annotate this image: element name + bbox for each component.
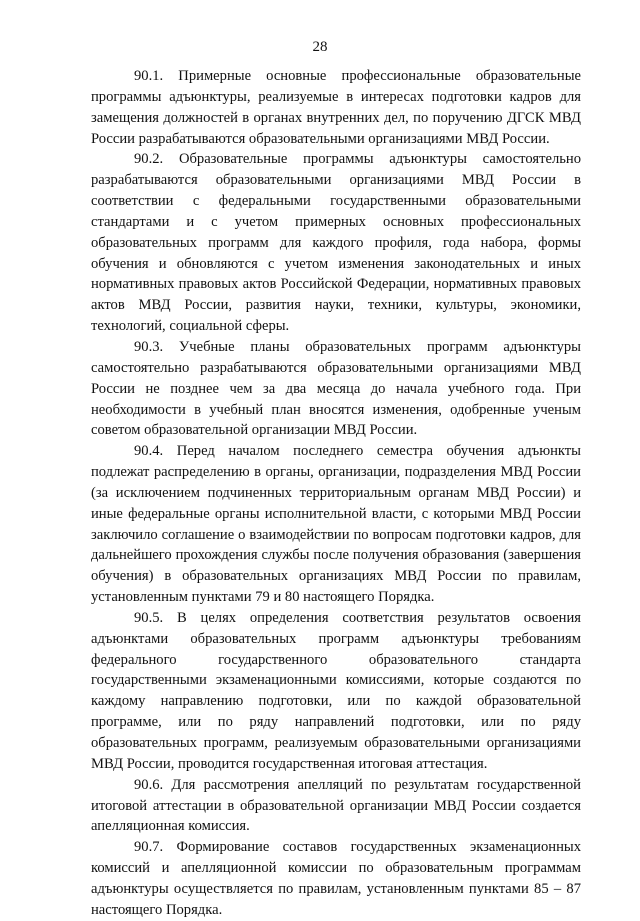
paragraph-90-1: 90.1. Примерные основные профессиональные образовательные программы адъюнктуры, реализуемые в интересах подготовки кадров для замещения должностей в органах внутренних дел, по поручению ДГСК МВД России разрабатываются образовательными организациями МВД России.	[91, 68, 581, 147]
paragraph-90-4: 90.4. Перед началом последнего семестра обучения адъюнкты подлежат распределению в органы, организации, подразделения МВД России (за исключением подчиненных территориальным органам МВД России) и иные федеральные органы исполнительной власти, с которыми МВД России заключило соглашение о взаимодействии по вопросам подготовки кадров, для дальнейшего прохождения службы после получения образования (завершения обучения) в образовательных организациях МВД России по правилам, установленным пунктами 79 и 80 настоящего Порядка.	[91, 443, 581, 606]
paragraph-90-3: 90.3. Учебные планы образовательных программ адъюнктуры самостоятельно разрабатываются образовательными организациями МВД России не позднее чем за два месяца до начала учебного года. При необходимости в учебный план вносятся изменения, одобренные ученым советом образовательной организации МВД России.	[91, 338, 581, 439]
paragraph-90-7: 90.7. Формирование составов государственных экзаменационных комиссий и апелляционной комиссии по образовательным программам адъюнктуры осуществляется по правилам, установленным пунктами 85 – 87 настоящего Порядка.	[91, 839, 581, 918]
paragraph-90-6: 90.6. Для рассмотрения апелляций по результатам государственной итоговой аттестации в образовательной организации МВД России создается апелляционная комиссия.	[91, 776, 581, 835]
paragraph-90-5: 90.5. В целях определения соответствия результатов освоения адъюнктами образовательных программ адъюнктуры требованиям федерального государственного образовательного стандарта государственными экзаменационными комиссиями, которые создаются по каждому направлению подготовки, или по каждой образовательной программе, или по ряду направлений подготовки, или по ряду образовательных программ, реализуемым образовательными организациями МВД России, проводится государственная итоговая аттестация.	[91, 609, 581, 772]
page-number: 28	[312, 39, 328, 55]
document-body	[91, 66, 581, 921]
paragraph-90-2: 90.2. Образовательные программы адъюнктуры самостоятельно разрабатываются образовательными организациями МВД России в соответствии с федеральными государственными образовательными стандартами и с учетом примерных основных профессиональных образовательных программ для каждого профиля, года набора, формы обучения и обновляются с учетом изменения законодательных и иных нормативных правовых актов Российской Федерации, нормативных правовых актов МВД России, развития науки, техники, культуры, экономики, технологий, социальной сферы.	[91, 151, 581, 335]
